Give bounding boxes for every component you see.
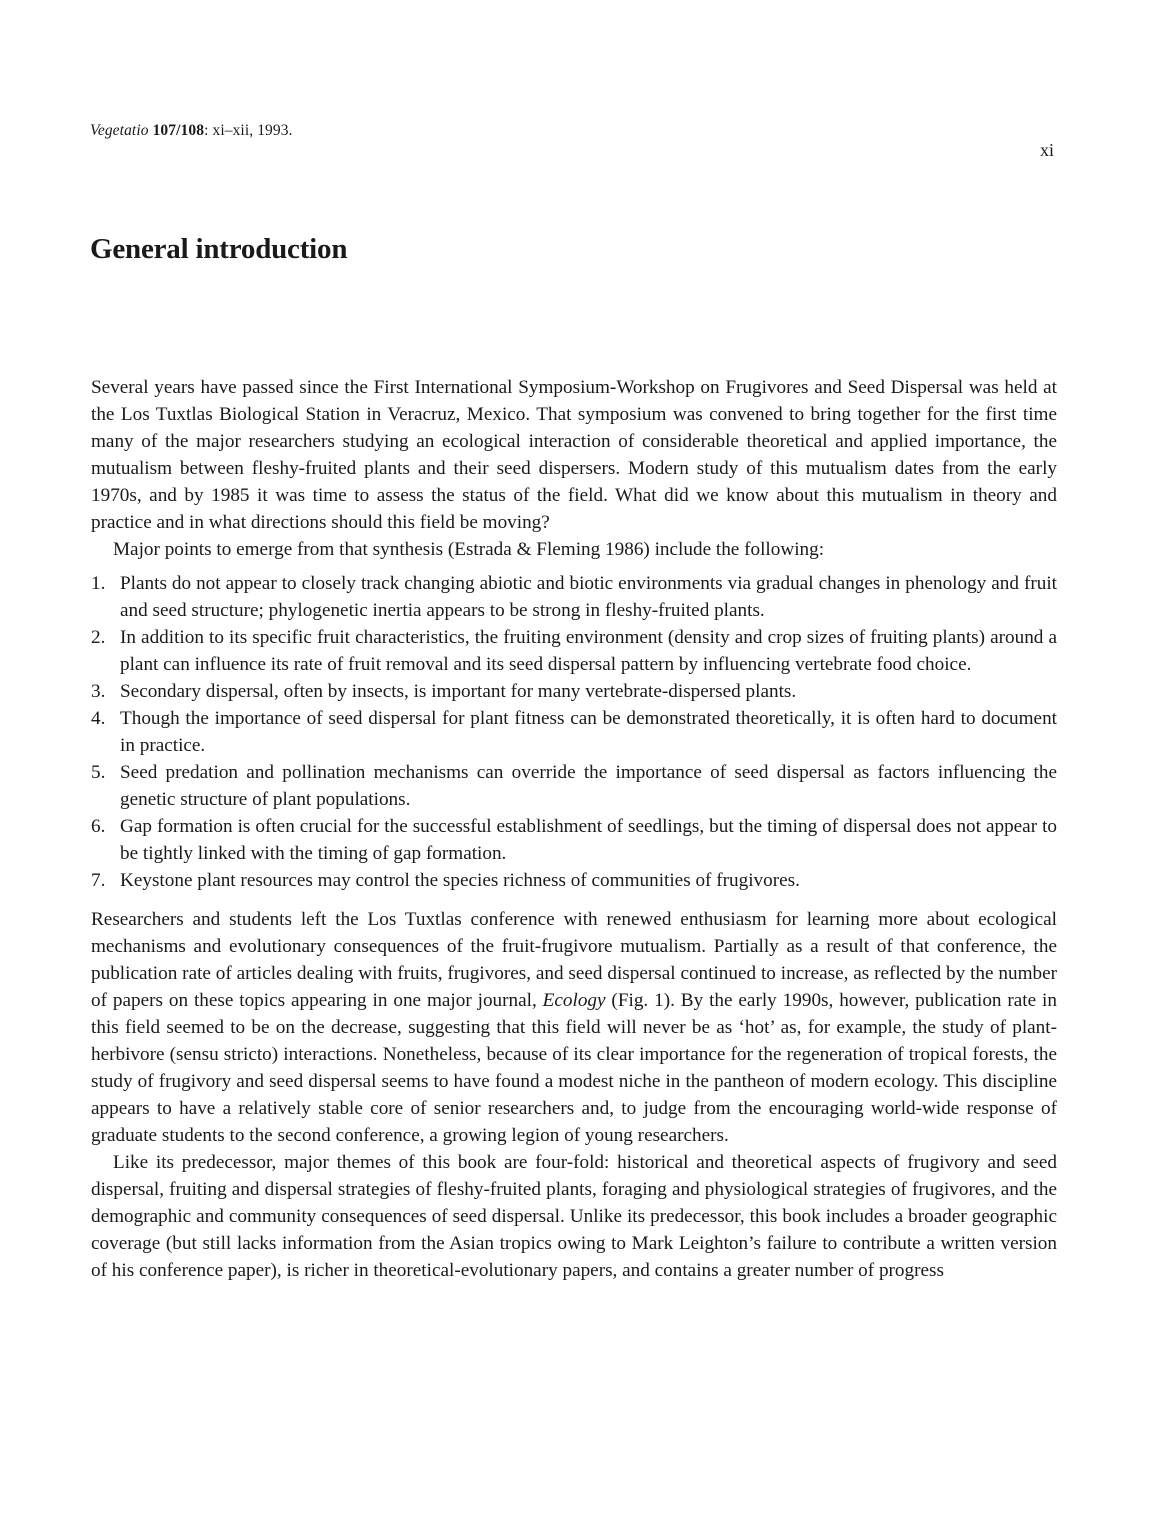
paragraph-3	[91, 906, 1057, 1149]
list-item-number: 5.	[91, 762, 106, 783]
list-item	[91, 867, 1057, 894]
paragraph-1: Several years have passed since the First International Symposium-Workshop on Frugivores and Seed Dispersal was held at the Los Tuxtlas Biological Station in Veracruz, Mexico. That symposium was convened to bring together for the first time many of the major researchers studying an ecological interaction of considerable theoretical and applied importance, the mutualism between fleshy-fruited plants and their seed dispersers. Modern study of this mutualism dates from the early 1970s, and by 1985 it was time to assess the status of the field. What did we know about this mutualism in theory and practice and in what directions should this field be moving?	[91, 377, 1057, 533]
list-item	[91, 705, 1057, 759]
article-title: General introduction	[90, 233, 348, 265]
list-item	[91, 678, 1057, 705]
paragraph-3-text-a: Researchers and students left the Los Tuxtlas conference with renewed enthusiasm for learning more about ecological mechanisms and evolutionary consequences of the fruit-frugivore mutualism. Partially as a result of that conference, the publication rate of articles dealing with fruits, frugivores, and seed dispersal continued to increase, as reflected by the number of papers on these topics appearing in one major journal,	[91, 909, 1057, 1011]
list-item-number: 6.	[91, 816, 106, 837]
list-item-text: Plants do not appear to closely track changing abiotic and biotic environments via gradual changes in phenology and fruit and seed structure; phylogenetic inertia appears to be strong in fleshy-fruited plants.	[120, 573, 1057, 621]
journal-pages: : xi–xii, 1993.	[204, 122, 293, 139]
list-item-text: Secondary dispersal, often by insects, is important for many vertebrate-dispersed plants.	[120, 681, 797, 702]
list-item-number: 4.	[91, 708, 106, 729]
paragraph-2: Major points to emerge from that synthesis (Estrada & Fleming 1986) include the following:	[113, 539, 825, 560]
list-item-text: Seed predation and pollination mechanisms can override the importance of seed dispersal as factors influencing the genetic structure of plant populations.	[120, 762, 1057, 810]
list-item	[91, 624, 1057, 678]
paragraph-3-text-b: (Fig. 1). By the early 1990s, however, publication rate in this field seemed to be on the decrease, suggesting that this field will never be as ‘hot’ as, for example, the study of plant-herbivore (sensu stricto) interactions. Nonetheless, because of its clear importance for the regeneration of tropical forests, the study of frugivory and seed dispersal seems to have found a modest niche in the pantheon of modern ecology. This discipline appears to have a relatively stable core of senior researchers and, to judge from the encouraging world-wide response of graduate students to the second conference, a growing legion of young researchers.	[91, 990, 1057, 1146]
article-body	[91, 374, 1057, 1284]
list-item-number: 2.	[91, 627, 106, 648]
list-item-text: Though the importance of seed dispersal for plant fitness can be demonstrated theoretically, it is often hard to document in practice.	[120, 708, 1057, 756]
major-points-list	[91, 570, 1057, 894]
list-item-number: 3.	[91, 681, 106, 702]
list-item-text: In addition to its specific fruit characteristics, the fruiting environment (density and crop sizes of fruiting plants) around a plant can influence its rate of fruit removal and its seed dispersal pattern by influencing vertebrate food choice.	[120, 627, 1057, 675]
list-item-text: Gap formation is often crucial for the successful establishment of seedlings, but the timing of dispersal does not appear to be tightly linked with the timing of gap formation.	[120, 816, 1057, 864]
list-item	[91, 759, 1057, 813]
journal-reference-ecology: Ecology	[542, 990, 606, 1011]
journal-volume: 107/108	[152, 122, 205, 139]
paragraph-4: Like its predecessor, major themes of this book are four-fold: historical and theoretical aspects of frugivory and seed dispersal, fruiting and dispersal strategies of fleshy-fruited plants, foraging and physiological strategies of frugivores, and the demographic and community consequences of seed dispersal. Unlike its predecessor, this book includes a broader geographic coverage (but still lacks information from the Asian tropics owing to Mark Leighton’s failure to contribute a written version of his conference paper), is richer in theoretical-evolutionary papers, and contains a greater number of progress	[91, 1152, 1057, 1281]
list-item-number: 7.	[91, 870, 106, 891]
list-item	[91, 570, 1057, 624]
page-number: xi	[1039, 140, 1054, 160]
list-item	[91, 813, 1057, 867]
list-item-number: 1.	[91, 573, 106, 594]
running-head	[90, 122, 293, 140]
journal-name: Vegetatio	[90, 122, 149, 139]
list-item-text: Keystone plant resources may control the species richness of communities of frugivores.	[120, 870, 800, 891]
